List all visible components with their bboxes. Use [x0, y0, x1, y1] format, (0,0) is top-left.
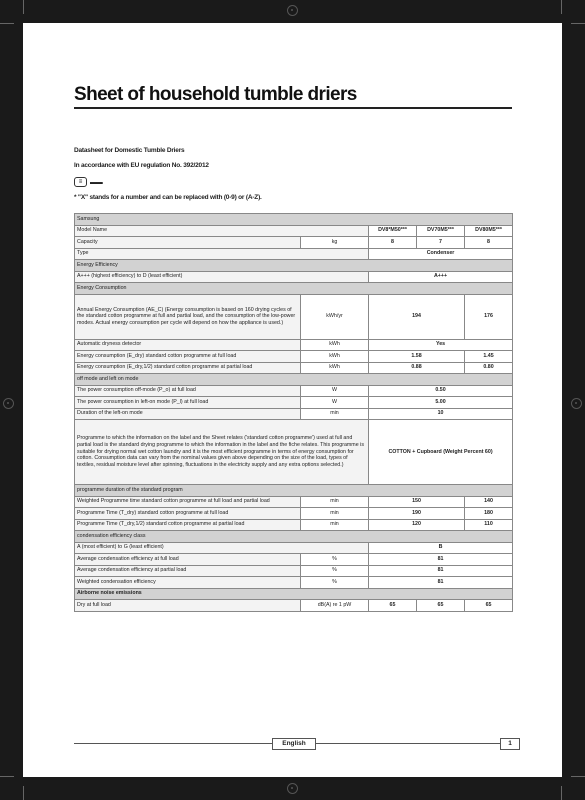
- table-row: [75, 294, 513, 339]
- table-row: [75, 408, 513, 420]
- value-cell: 81: [369, 565, 513, 577]
- table-row: [75, 496, 513, 508]
- table-row: [75, 248, 513, 260]
- table-section-row: [75, 531, 513, 543]
- table-section-row: [75, 283, 513, 295]
- row-label: Annual Energy Consumption (AE_C) (Energy consumption is based on 160 drying cycles of the standard cotton programme at full and partial load, and the consumption of the low-power modes. Actual energy consumption per cycle will depend on how the appliance is used.): [75, 294, 301, 339]
- section-header: off mode and left on mode: [75, 374, 513, 386]
- table-row: [75, 600, 513, 612]
- table-row: [75, 508, 513, 520]
- table-section-row: [75, 260, 513, 272]
- unit-cell: dB(A) re 1 pW: [301, 600, 369, 612]
- value-cell: 10: [369, 408, 513, 420]
- value-cell: 150: [369, 496, 465, 508]
- crop-mark: [571, 776, 585, 777]
- registration-mark-right: [571, 398, 582, 409]
- row-label: Weighted condensation efficiency: [75, 577, 301, 589]
- row-label: A+++ (highest efficiency) to D (least efficient): [75, 271, 369, 283]
- value-cell: 1.58: [369, 351, 465, 363]
- section-header: Energy Consumption: [75, 283, 513, 295]
- value-cell: 7: [417, 237, 465, 249]
- value-cell: Yes: [369, 339, 513, 351]
- value-cell: 8: [465, 237, 513, 249]
- spec-table: [74, 213, 513, 612]
- row-label: Energy consumption (E_dry) standard cotton programme at full load: [75, 351, 301, 363]
- table-row: [75, 397, 513, 409]
- row-label: Average condensation efficiency at full load: [75, 554, 301, 566]
- table-row: [75, 554, 513, 566]
- registration-mark-bottom: [287, 783, 298, 794]
- table-row: [75, 225, 513, 237]
- value-cell: 65: [369, 600, 417, 612]
- table-row: [75, 351, 513, 363]
- title-rule: [74, 107, 512, 109]
- value-cell: 0.80: [465, 362, 513, 374]
- table-row: [75, 542, 513, 554]
- value-cell: 140: [465, 496, 513, 508]
- table-row: [75, 214, 513, 226]
- table-row: [75, 385, 513, 397]
- table-row: [75, 420, 513, 485]
- unit-cell: kg: [301, 237, 369, 249]
- unit-cell: kWh: [301, 351, 369, 363]
- table-row: [75, 565, 513, 577]
- row-label: Model Name: [75, 225, 369, 237]
- value-cell: 65: [417, 600, 465, 612]
- row-label: The power consumption in left-on mode (P_l) at full load: [75, 397, 301, 409]
- crop-mark: [561, 786, 562, 800]
- registration-mark-left: [3, 398, 14, 409]
- table-row: [75, 237, 513, 249]
- model-note: * "X" stands for a number and can be replaced with (0-9) or (A-Z).: [74, 194, 262, 201]
- section-header: condensation efficiency class: [75, 531, 513, 543]
- unit-cell: kWh/yr: [301, 294, 369, 339]
- section-header: Energy Efficiency: [75, 260, 513, 272]
- row-label: Weighted Programme time standard cotton programme at full load and partial load: [75, 496, 301, 508]
- row-label: Energy consumption (E_dry,1/2) standard cotton programme at partial load: [75, 362, 301, 374]
- table-section-row: [75, 588, 513, 600]
- value-cell: 81: [369, 577, 513, 589]
- table-row: [75, 519, 513, 531]
- crop-mark: [23, 786, 24, 800]
- table-section-row: [75, 485, 513, 497]
- regulation-line: In accordance with EU regulation No. 392/2012: [74, 162, 209, 169]
- unit-cell: W: [301, 385, 369, 397]
- value-cell: 194: [369, 294, 465, 339]
- table-row: [75, 362, 513, 374]
- row-label: Programme Time (T_dry) standard cotton programme at full load: [75, 508, 301, 520]
- row-label: Automatic dryness detector: [75, 339, 301, 351]
- row-label: Programme Time (T_dry,1/2) standard cotton programme at partial load: [75, 519, 301, 531]
- unit-cell: min: [301, 408, 369, 420]
- row-label: Capacity: [75, 237, 301, 249]
- crop-mark: [0, 23, 14, 24]
- brand-cell: Samsung: [75, 214, 513, 226]
- value-cell: 8: [369, 237, 417, 249]
- row-label: Duration of the left-on mode: [75, 408, 301, 420]
- unit-cell: %: [301, 554, 369, 566]
- model-cell: DV80M5***: [465, 225, 513, 237]
- row-label: A (most efficient) to G (least efficient): [75, 542, 369, 554]
- value-cell: 65: [465, 600, 513, 612]
- unit-cell: min: [301, 508, 369, 520]
- section-header: Airborne noise emissions: [75, 588, 513, 600]
- crop-mark: [571, 23, 585, 24]
- unit-cell: %: [301, 577, 369, 589]
- crop-mark: [0, 776, 14, 777]
- datasheet-heading: Datasheet for Domestic Tumble Driers: [74, 147, 185, 154]
- value-cell: 110: [465, 519, 513, 531]
- value-cell: 81: [369, 554, 513, 566]
- value-cell: 5.00: [369, 397, 513, 409]
- value-cell: 120: [369, 519, 465, 531]
- value-cell: 190: [369, 508, 465, 520]
- unit-cell: W: [301, 397, 369, 409]
- value-cell: COTTON + Cupboard (Weight Percent 60): [369, 420, 513, 485]
- unit-cell: %: [301, 565, 369, 577]
- value-cell: B: [369, 542, 513, 554]
- crop-mark: [23, 0, 24, 14]
- unit-cell: min: [301, 496, 369, 508]
- row-label: Dry at full load: [75, 600, 301, 612]
- unit-cell: min: [301, 519, 369, 531]
- document-icon: ≡: [74, 177, 87, 187]
- value-cell: 1.45: [465, 351, 513, 363]
- model-cell: DV8*M50***: [369, 225, 417, 237]
- table-row: [75, 339, 513, 351]
- footer-language: English: [272, 738, 316, 750]
- page-title: Sheet of household tumble driers: [74, 84, 357, 105]
- value-cell: 176: [465, 294, 513, 339]
- page-number: 1: [500, 738, 520, 750]
- row-label: Average condensation efficiency at partial load: [75, 565, 301, 577]
- document-icon-label: ▬▬: [90, 179, 103, 186]
- value-cell: A+++: [369, 271, 513, 283]
- value-cell: 180: [465, 508, 513, 520]
- value-cell: 0.88: [369, 362, 465, 374]
- unit-cell: kWh: [301, 339, 369, 351]
- table-row: [75, 577, 513, 589]
- table-section-row: [75, 374, 513, 386]
- unit-cell: kWh: [301, 362, 369, 374]
- crop-mark: [561, 0, 562, 14]
- model-cell: DV70M5***: [417, 225, 465, 237]
- table-row: [75, 271, 513, 283]
- section-header: programme duration of the standard program: [75, 485, 513, 497]
- value-cell: 0.50: [369, 385, 513, 397]
- value-cell: Condenser: [369, 248, 513, 260]
- row-label: Programme to which the information on the label and the Sheet relates ('standard cotton programme') used at full and partial load is the standard drying programme to which the information in the label and the fiche relates. This programme is suitable for drying normal wet cotton laundry and it is the most efficient programme in terms of energy consumption for cotton. Consumption data can vary from the nominal values given above depending on the size of the load, types of textiles, residual moisture level after spinning, fluctuations in the electricity supply and any extra options selected.): [75, 420, 369, 485]
- registration-mark-top: [287, 5, 298, 16]
- row-label: Type: [75, 248, 369, 260]
- row-label: The power consumption off-mode (P_o) at full load: [75, 385, 301, 397]
